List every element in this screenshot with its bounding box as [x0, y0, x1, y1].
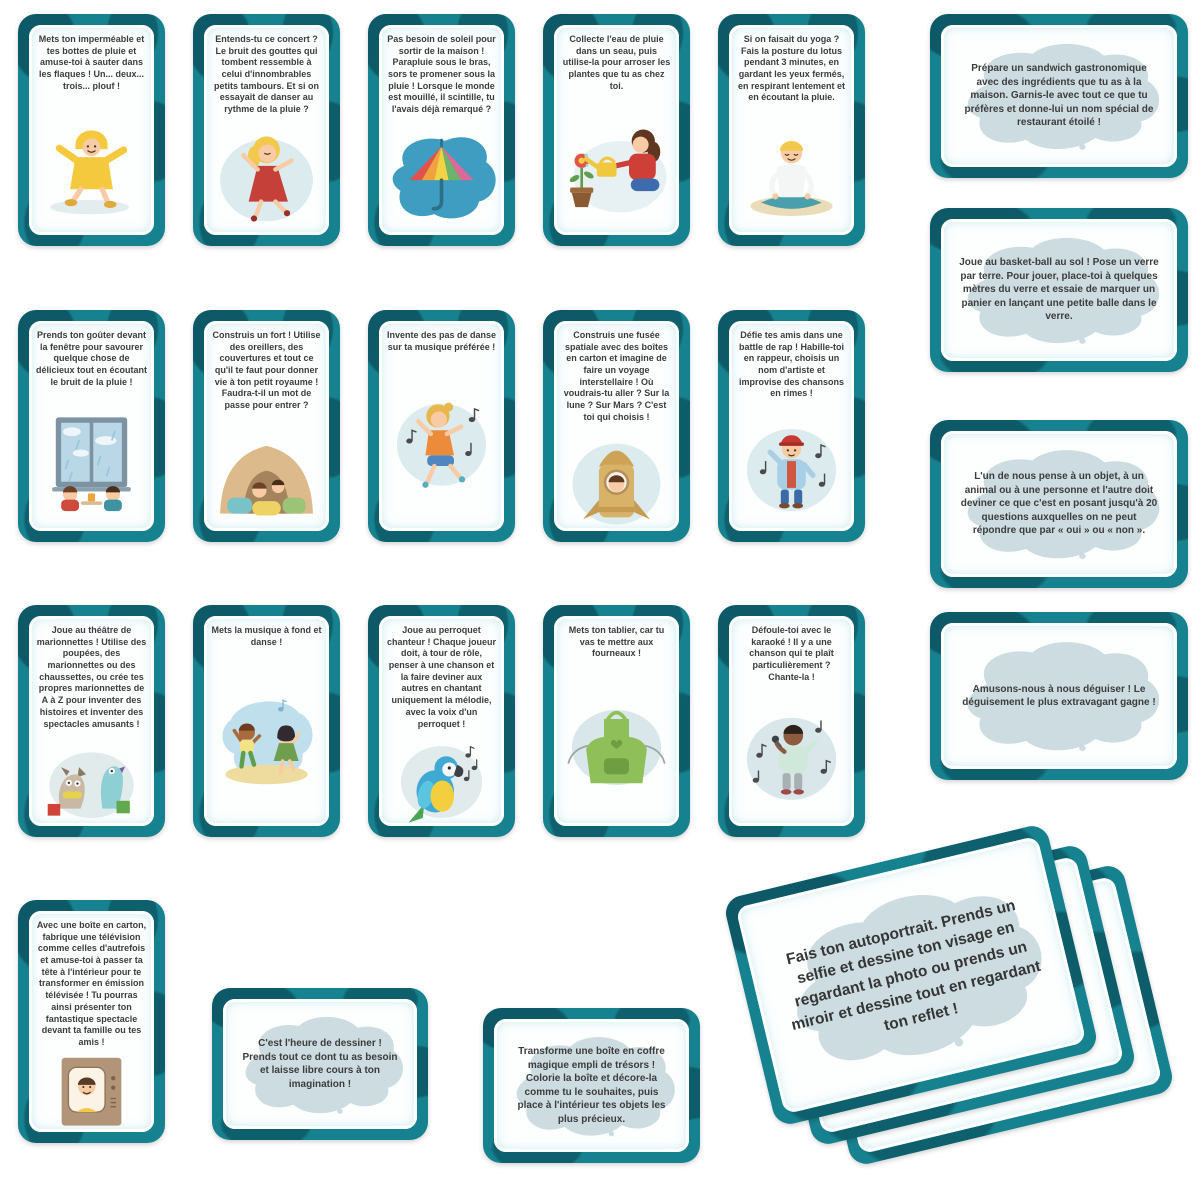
- card-text: Si on faisait du yoga ? Fais la posture du lotus pendant 3 minutes, en gardant les yeux fermés, en respirant lentement et en écoutant la pluie.: [737, 34, 846, 103]
- card-text: Prépare un sandwich gastronomique avec des ingrédients que tu as à la maison. Garnis-le avec tout ce que tu préfères et donne-lui un nom spécial de restaurant étoilé !: [964, 63, 1154, 129]
- card-puppet-theatre: [18, 605, 165, 837]
- blonde-girl-red-dress-dancing-illustration: [204, 118, 329, 235]
- card-floor-basketball: [930, 208, 1188, 372]
- card-gourmet-sandwich: [930, 14, 1188, 178]
- boy-and-girl-dancing-illustration: [204, 650, 329, 826]
- card-singing-parrot: [368, 605, 515, 837]
- rainbow-umbrella-blue-puddle-illustration: [379, 118, 504, 235]
- card-cardboard-tv: [18, 900, 165, 1143]
- card-build-fort: [193, 310, 340, 542]
- card-text: Entends-tu ce concert ? Le bruit des gouttes qui tombent ressemble à celui d'innombrables petits tambours. Et si on essayait de danser au rythme de la pluie ?: [213, 34, 319, 115]
- card-text: Collecte l'eau de pluie dans un seau, puis utilise-la pour arroser les plantes que tu as chez toi.: [562, 34, 671, 91]
- card-raincoat-puddles: [18, 14, 165, 246]
- green-cooking-apron-illustration: [554, 662, 679, 826]
- card-text: Pas besoin de soleil pour sortir de la maison ! Parapluie sous le bras, sors te promener sous la pluie ! Lorsque le monde est mouillé, il scintille, tu l'avais déjà remarqué ?: [387, 34, 496, 115]
- card-karaoke: [718, 605, 865, 837]
- card-text: Avec une boîte en carton, fabrique une télévision comme celles d'autrefois et amuse-toi à passer ta tête à l'intérieur pour te transformer en émission télévisée ! Tu pourras ainsi présenter ton fantastique spectacle devant ta famille ou tes amis !: [36, 920, 147, 1047]
- card-magic-treasure-box: [483, 1008, 700, 1163]
- card-text: Transforme une boîte en coffre magique empli de trésors ! Colorie la boîte et décore-la comme tu le souhaites, puis place à l'intérieur tes objets les plus précieux.: [517, 1046, 666, 1125]
- card-snack-by-window: [18, 310, 165, 542]
- card-text: Défie tes amis dans une battle de rap ! Habille-toi en rappeur, choisis un nom d'artiste et improvise des chansons en rimes !: [738, 330, 845, 399]
- card-music-loud-dance: [193, 605, 340, 837]
- card-text: Mets ton tablier, car tu vas te mettre aux fourneaux !: [568, 625, 665, 659]
- card-text: L'un de nous pense à un objet, à un animal ou à une personne et l'autre doit deviner ce que c'est en posant jusqu'à 20 questions auxquelles on ne peut répondre que par « oui » ou « non ».: [960, 471, 1158, 537]
- card-text: Amusons-nous à nous déguiser ! Le déguisement le plus extravagant gagne !: [962, 683, 1156, 708]
- card-rain-concert-dance: [193, 14, 340, 246]
- card-text: Mets la musique à fond et danse !: [211, 625, 322, 647]
- card-yoga-lotus: [718, 14, 865, 246]
- card-text: C'est l'heure de dessiner ! Prends tout ce dont tu as besoin et laisse libre cours à ton imagination !: [242, 1038, 398, 1090]
- card-text: Fais ton autoportrait. Prends un selfie et dessine ton visage en regardant la photo ou prends un miroir et dessine tout en regardant ton reflet !: [784, 896, 1043, 1034]
- card-text: Joue au perroquet chanteur ! Chaque joueur doit, à tour de rôle, penser à une chanson et la faire deviner aux autres en chantant uniquement la mélodie, avec la voix d'un perroquet !: [386, 625, 496, 729]
- card-text: Défoule-toi avec le karaoké ! Il y a une chanson qui te plaît particulièrement ? Chante-la !: [749, 625, 834, 682]
- two-kids-snack-rainy-window-illustration: [29, 390, 154, 531]
- card-text: Joue au basket-ball au sol ! Pose un verre par terre. Pour jouer, place-toi à quelques mètres du verre et essaie de marquer un panier en lançant une petite balle dans le verre.: [959, 257, 1159, 323]
- cardboard-tv-with-face-illustration: [29, 1051, 154, 1132]
- card-drawing-time: [212, 988, 428, 1140]
- card-text: Prends ton goûter devant la fenêtre pour savourer quelque chose de délicieux tout en écoutant le bruit de la pluie !: [36, 330, 148, 387]
- card-text: Construis un fort ! Utilise des oreillers, des couvertures et tout ce qu'il te faut pour donner vie à ton petit royaume ! Faudra-t-il un mot de passe pour entrer ?: [212, 330, 321, 411]
- card-costume-contest: [930, 612, 1188, 780]
- boy-lotus-yoga-meditation-illustration: [729, 106, 854, 235]
- card-collect-rainwater: [543, 14, 690, 246]
- card-text: Invente des pas de danse sur ta musique préférée !: [386, 330, 497, 352]
- boy-red-cap-rapper-illustration: [729, 402, 854, 531]
- girl-orange-top-dancing-music-notes-illustration: [379, 355, 504, 531]
- card-text: Joue au théâtre de marionnettes ! Utilise des poupées, des marionnettes ou des chaussettes, ou crée tes propres marionnettes de A à Z pour inventer des histoires et inventer des spectacles amusants !: [36, 625, 147, 729]
- boy-singing-karaoke-microphone-illustration: [729, 685, 854, 826]
- card-text: Construis une fusée spatiale avec des boîtes en carton et imagine de faire un voyage interstellaire ! Où voudrais-tu aller ? Sur la lune ? Sur Mars ? C'est toi qui choisis !: [563, 330, 670, 422]
- girl-watering-potted-flower-illustration: [554, 94, 679, 235]
- singing-parrot-macaw-illustration: [379, 732, 504, 826]
- card-apron-cooking: [543, 605, 690, 837]
- card-rap-battle: [718, 310, 865, 542]
- blanket-pillow-fort-kids-illustration: [204, 414, 329, 531]
- card-text: Mets ton imperméable et tes bottes de pluie et amuse-toi à sauter dans les flaques ! Un... deux... trois... plouf !: [38, 34, 145, 91]
- two-sock-puppets-illustration: [29, 732, 154, 826]
- card-cardboard-rocket: [543, 310, 690, 542]
- child-yellow-raincoat-jumping-puddle-illustration: [29, 94, 154, 235]
- card-invent-dance-steps: [368, 310, 515, 542]
- card-twenty-questions: [930, 420, 1188, 588]
- card-umbrella-walk: [368, 14, 515, 246]
- child-cardboard-rocket-costume-illustration: [554, 426, 679, 532]
